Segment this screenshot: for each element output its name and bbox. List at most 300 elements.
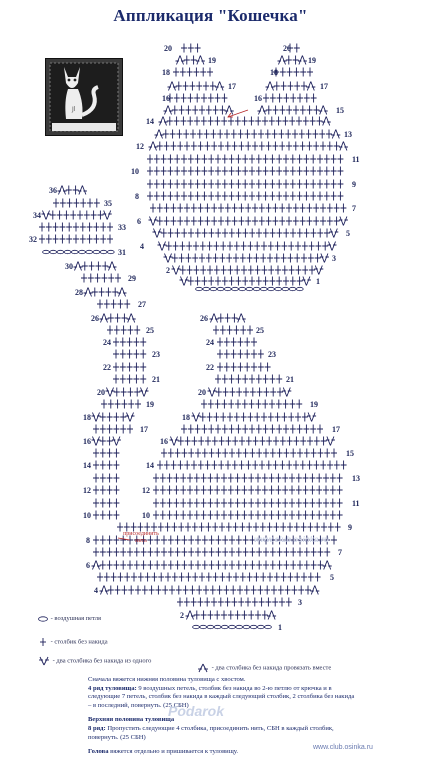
sc-mark xyxy=(213,106,219,115)
sc-mark xyxy=(255,400,261,409)
inc-mark xyxy=(106,388,115,397)
sc-mark xyxy=(282,266,288,275)
sc-mark xyxy=(167,474,173,483)
sc-mark xyxy=(286,461,292,470)
sc-mark xyxy=(165,523,171,532)
sc-mark xyxy=(244,338,250,347)
sc-mark xyxy=(263,375,269,384)
sc-mark xyxy=(335,523,341,532)
sc-mark xyxy=(294,523,300,532)
sc-mark xyxy=(233,573,239,582)
sc-mark xyxy=(316,474,322,483)
sc-mark xyxy=(95,274,101,283)
sc-mark xyxy=(141,561,147,570)
sc-mark xyxy=(173,474,179,483)
tail-row-number: 36 xyxy=(49,186,57,195)
sc-mark xyxy=(195,425,201,434)
sc-mark xyxy=(187,94,193,103)
sc-mark xyxy=(289,266,295,275)
inc-mark xyxy=(302,277,311,286)
sc-mark xyxy=(194,511,200,520)
sc-mark xyxy=(93,499,99,508)
sc-mark xyxy=(207,611,213,620)
sc-mark xyxy=(282,486,288,495)
body-row-number: 25 xyxy=(256,326,264,335)
sc-mark xyxy=(193,242,199,251)
sc-mark xyxy=(141,548,147,557)
sc-mark xyxy=(299,130,305,139)
tail-row-number: 17 xyxy=(140,425,148,434)
sc-mark xyxy=(303,155,309,164)
sc-mark xyxy=(168,536,174,545)
sc-mark xyxy=(275,511,281,520)
sc-mark xyxy=(191,437,197,446)
inc-mark xyxy=(158,242,167,251)
sc-mark xyxy=(287,254,293,263)
sc-mark xyxy=(235,511,241,520)
sc-mark xyxy=(283,192,289,201)
sc-mark xyxy=(310,167,316,176)
sc-mark xyxy=(313,204,319,213)
sc-mark xyxy=(256,167,262,176)
sc-mark xyxy=(107,326,113,335)
sc-mark xyxy=(241,611,247,620)
sc-mark xyxy=(259,598,265,607)
sc-mark xyxy=(242,167,248,176)
body-row-number: 16 xyxy=(160,437,168,446)
sc-mark xyxy=(229,388,235,397)
sc-mark xyxy=(190,130,196,139)
sc-mark xyxy=(300,204,306,213)
sc-mark xyxy=(337,167,343,176)
sc-mark xyxy=(222,229,228,238)
sc-mark xyxy=(311,449,317,458)
sc-mark xyxy=(70,211,76,220)
sc-mark xyxy=(315,254,321,263)
sc-mark xyxy=(107,561,113,570)
sc-mark xyxy=(188,180,194,189)
sc-mark xyxy=(155,586,161,595)
sc-mark xyxy=(225,142,231,151)
sc-mark xyxy=(280,437,286,446)
dec-mark xyxy=(322,117,331,126)
sc-mark xyxy=(127,326,133,335)
sc-mark xyxy=(314,437,320,446)
instruction-text: Пропустить следующие 4 столбика, присоединить нить, СБН в каждый столбик, повернуть. (25 СБН) xyxy=(88,724,334,741)
sc-mark xyxy=(317,449,323,458)
sc-mark xyxy=(286,142,292,151)
sc-mark xyxy=(241,413,247,422)
sc-mark xyxy=(160,511,166,520)
sc-mark xyxy=(222,167,228,176)
sc-mark xyxy=(232,142,238,151)
sc-mark xyxy=(133,375,139,384)
sc-mark xyxy=(297,192,303,201)
sc-mark xyxy=(263,94,269,103)
sc-mark xyxy=(242,229,248,238)
sc-mark xyxy=(269,499,275,508)
sc-mark xyxy=(227,266,233,275)
sc-mark xyxy=(253,523,259,532)
tail-row-number: 14 xyxy=(83,461,91,470)
sc-mark xyxy=(304,561,310,570)
sc-mark xyxy=(199,106,205,115)
sc-mark xyxy=(181,44,187,53)
inc-mark xyxy=(307,413,316,422)
sc-mark xyxy=(253,254,259,263)
sc-mark xyxy=(154,548,160,557)
sc-mark xyxy=(272,130,278,139)
sc-mark xyxy=(242,117,248,126)
sc-mark xyxy=(113,561,119,570)
sc-mark xyxy=(178,437,184,446)
sc-mark xyxy=(169,586,175,595)
sc-mark xyxy=(256,180,262,189)
body-row-number: 8 xyxy=(86,536,90,545)
head-row-number: 13 xyxy=(344,130,352,139)
sc-mark xyxy=(187,511,193,520)
sc-mark xyxy=(213,254,219,263)
sc-mark xyxy=(100,548,106,557)
sc-mark xyxy=(194,474,200,483)
sc-mark xyxy=(308,254,314,263)
sc-mark xyxy=(201,474,207,483)
sc-mark xyxy=(279,461,285,470)
chain-mark xyxy=(224,287,231,290)
sc-mark xyxy=(247,413,253,422)
sc-mark xyxy=(127,350,133,359)
sc-mark xyxy=(313,142,319,151)
sc-mark xyxy=(181,229,187,238)
sc-mark xyxy=(200,266,206,275)
sc-mark xyxy=(285,130,291,139)
sc-mark xyxy=(300,461,306,470)
sc-mark xyxy=(309,486,315,495)
sc-mark xyxy=(251,130,257,139)
sc-mark xyxy=(322,242,328,251)
sc-mark xyxy=(266,217,272,226)
sc-mark xyxy=(176,130,182,139)
sc-mark xyxy=(120,375,126,384)
sc-mark xyxy=(134,561,140,570)
sc-mark xyxy=(283,167,289,176)
sc-mark xyxy=(207,68,213,77)
sc-mark xyxy=(207,474,213,483)
sc-mark xyxy=(296,117,302,126)
sc-mark xyxy=(217,363,223,372)
sc-mark xyxy=(201,486,207,495)
sc-mark xyxy=(207,266,213,275)
sc-mark xyxy=(121,314,127,323)
sc-mark xyxy=(243,449,249,458)
sc-mark xyxy=(243,536,249,545)
sc-mark xyxy=(273,106,279,115)
sc-mark xyxy=(247,242,253,251)
dec-mark xyxy=(155,130,164,139)
sc-mark xyxy=(206,254,212,263)
sc-mark xyxy=(97,211,103,220)
sc-mark xyxy=(193,68,199,77)
sc-mark xyxy=(283,449,289,458)
body-row-number: 23 xyxy=(268,350,276,359)
sc-mark xyxy=(224,338,230,347)
sc-mark xyxy=(323,486,329,495)
sc-mark xyxy=(113,350,119,359)
sc-mark xyxy=(256,548,262,557)
sc-mark xyxy=(181,192,187,201)
sc-mark xyxy=(229,155,235,164)
sc-mark xyxy=(248,474,254,483)
sc-mark xyxy=(194,117,200,126)
sc-mark xyxy=(276,192,282,201)
sc-mark xyxy=(275,486,281,495)
sc-mark xyxy=(234,242,240,251)
sc-mark xyxy=(311,548,317,557)
chain-mark xyxy=(217,287,224,290)
sc-mark xyxy=(93,511,99,520)
sc-mark xyxy=(260,523,266,532)
sc-mark xyxy=(120,425,126,434)
sc-mark xyxy=(320,461,326,470)
sc-mark xyxy=(234,413,240,422)
sc-mark xyxy=(327,217,333,226)
inc-mark xyxy=(153,229,162,238)
chain-mark xyxy=(210,287,217,290)
dec-mark xyxy=(127,314,136,323)
inc-mark xyxy=(112,437,121,446)
sc-mark xyxy=(276,400,282,409)
sc-mark xyxy=(218,461,224,470)
sc-mark xyxy=(283,277,289,286)
sc-mark xyxy=(235,180,241,189)
sc-mark xyxy=(251,338,257,347)
sc-mark xyxy=(252,217,258,226)
sc-mark xyxy=(229,449,235,458)
sc-mark xyxy=(269,277,275,286)
body-row-number: 9 xyxy=(348,523,352,532)
sc-mark xyxy=(201,499,207,508)
sc-mark xyxy=(266,437,272,446)
chain-mark xyxy=(64,250,71,253)
head-row-number: 2 xyxy=(166,266,170,275)
sc-mark xyxy=(269,117,275,126)
sc-mark xyxy=(286,217,292,226)
sc-mark xyxy=(127,561,133,570)
sc-mark xyxy=(245,142,251,151)
sc-mark xyxy=(297,155,303,164)
inc-mark xyxy=(140,388,149,397)
sc-mark xyxy=(170,217,176,226)
dec-mark xyxy=(298,56,307,65)
sc-mark xyxy=(324,180,330,189)
sc-mark xyxy=(134,326,140,335)
sc-mark xyxy=(281,413,287,422)
sc-mark xyxy=(188,561,194,570)
head-row-number: 3 xyxy=(332,254,336,263)
sc-mark xyxy=(324,167,330,176)
body-row-number: 14 xyxy=(146,461,154,470)
sc-mark xyxy=(303,474,309,483)
sc-mark xyxy=(279,106,285,115)
sc-mark xyxy=(225,314,231,323)
sc-mark xyxy=(311,561,317,570)
sc-mark xyxy=(222,180,228,189)
sc-mark xyxy=(73,223,79,232)
sc-mark xyxy=(317,167,323,176)
dec-mark xyxy=(210,314,219,323)
sc-mark xyxy=(215,400,221,409)
chain-mark xyxy=(250,625,257,628)
chain-mark xyxy=(43,250,50,253)
sc-mark xyxy=(228,499,234,508)
sc-mark xyxy=(217,338,223,347)
inc-mark xyxy=(320,254,329,263)
sc-mark xyxy=(113,375,119,384)
sc-mark xyxy=(297,180,303,189)
sc-mark xyxy=(226,523,232,532)
sc-mark xyxy=(100,486,106,495)
sc-mark xyxy=(263,167,269,176)
sc-mark xyxy=(334,204,340,213)
sc-mark xyxy=(317,155,323,164)
sc-mark xyxy=(154,155,160,164)
sc-mark xyxy=(241,486,247,495)
sc-mark xyxy=(181,94,187,103)
sc-mark xyxy=(244,130,250,139)
site-link[interactable]: www.club.osinka.ru xyxy=(313,744,373,751)
sc-mark xyxy=(277,449,283,458)
inc-mark xyxy=(282,388,291,397)
sc-mark xyxy=(256,561,262,570)
sc-mark xyxy=(294,254,300,263)
sc-mark xyxy=(113,486,119,495)
chain-mark xyxy=(93,250,100,253)
sc-mark xyxy=(195,561,201,570)
sc-mark xyxy=(287,68,293,77)
sc-mark xyxy=(80,235,86,244)
sc-mark xyxy=(187,266,193,275)
sc-mark xyxy=(241,474,247,483)
sc-mark xyxy=(167,155,173,164)
sc-mark xyxy=(316,486,322,495)
sc-mark xyxy=(198,461,204,470)
sc-mark xyxy=(188,449,194,458)
sc-mark xyxy=(202,449,208,458)
sc-mark xyxy=(277,388,283,397)
sc-mark xyxy=(140,338,146,347)
sc-mark xyxy=(249,277,255,286)
sc-mark xyxy=(263,548,269,557)
sc-mark xyxy=(174,155,180,164)
sc-mark xyxy=(282,474,288,483)
sc-mark xyxy=(228,611,234,620)
sc-mark xyxy=(160,486,166,495)
sc-mark xyxy=(229,375,235,384)
sc-mark xyxy=(66,235,72,244)
sc-mark xyxy=(222,449,228,458)
chain-mark xyxy=(260,287,267,290)
sc-mark xyxy=(199,254,205,263)
sc-mark xyxy=(100,437,106,446)
sc-mark xyxy=(252,598,258,607)
sc-mark xyxy=(337,511,343,520)
sc-mark xyxy=(178,523,184,532)
sc-mark xyxy=(309,266,315,275)
sc-mark xyxy=(297,229,303,238)
sc-mark xyxy=(274,254,280,263)
sc-mark xyxy=(112,288,118,297)
sc-mark xyxy=(294,44,300,53)
sc-mark xyxy=(162,586,168,595)
chain-mark xyxy=(243,625,250,628)
sc-mark xyxy=(107,437,113,446)
sc-mark xyxy=(188,229,194,238)
body-row-number: 17 xyxy=(332,425,340,434)
sc-mark xyxy=(117,300,123,309)
svg-text:Jl: Jl xyxy=(72,106,76,113)
dec-mark xyxy=(267,611,276,620)
tail-row-number: 16 xyxy=(83,437,91,446)
sc-mark xyxy=(306,204,312,213)
chain-mark xyxy=(86,250,93,253)
sc-mark xyxy=(341,461,347,470)
dec-mark xyxy=(159,117,168,126)
chain-mark xyxy=(193,625,200,628)
sc-mark xyxy=(293,217,299,226)
sc-mark xyxy=(285,586,291,595)
sc-mark xyxy=(181,561,187,570)
sc-mark xyxy=(270,548,276,557)
sc-mark xyxy=(331,180,337,189)
chain-mark xyxy=(107,250,114,253)
sc-mark xyxy=(93,474,99,483)
sc-mark xyxy=(310,192,316,201)
sc-mark xyxy=(133,363,139,372)
sc-mark xyxy=(248,486,254,495)
tail-row-number: 27 xyxy=(138,300,146,309)
sc-mark xyxy=(175,536,181,545)
sc-mark xyxy=(172,254,178,263)
sc-mark xyxy=(121,388,127,397)
sc-mark xyxy=(173,68,179,77)
sc-mark xyxy=(53,199,59,208)
dec-mark xyxy=(323,561,332,570)
chain-mark xyxy=(207,625,214,628)
sc-mark xyxy=(251,363,257,372)
sc-mark xyxy=(180,474,186,483)
sc-mark xyxy=(308,573,314,582)
sc-mark xyxy=(258,130,264,139)
sc-mark xyxy=(113,499,119,508)
sc-mark xyxy=(231,314,237,323)
sc-mark xyxy=(238,598,244,607)
sc-mark xyxy=(195,44,201,53)
sc-mark xyxy=(107,486,113,495)
sc-mark xyxy=(293,106,299,115)
sc-mark xyxy=(229,536,235,545)
sc-mark xyxy=(93,486,99,495)
sc-mark xyxy=(120,363,126,372)
inc-mark xyxy=(126,413,135,422)
sc-mark xyxy=(215,167,221,176)
tail-row-number: 19 xyxy=(146,400,154,409)
legend-single-crochet: - столбик без накида xyxy=(50,638,108,646)
sc-mark xyxy=(229,548,235,557)
dec-mark xyxy=(310,586,319,595)
sc-mark xyxy=(113,461,119,470)
sc-mark xyxy=(219,573,225,582)
sc-mark xyxy=(237,586,243,595)
